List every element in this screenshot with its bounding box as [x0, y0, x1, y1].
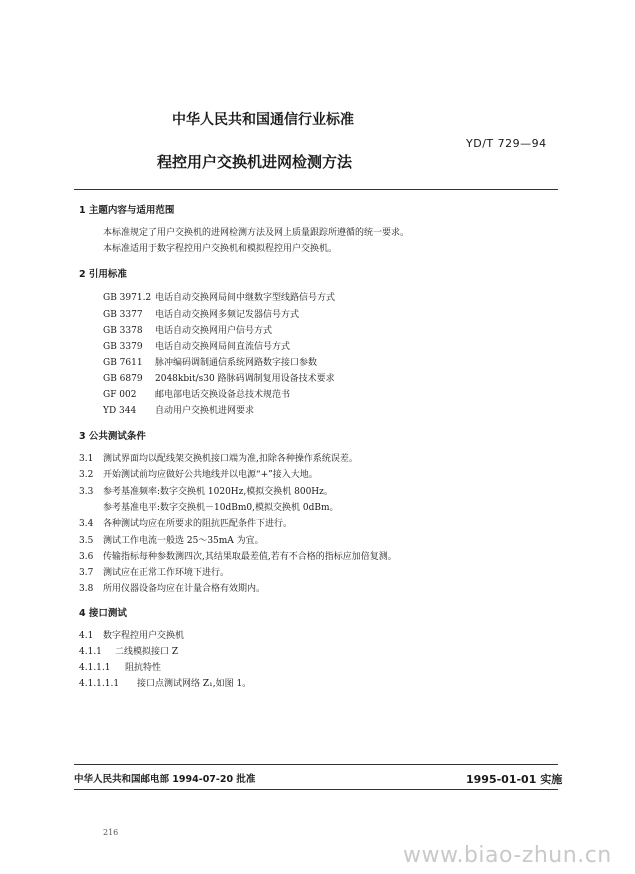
reference-item	[103, 371, 335, 384]
reference-item	[103, 355, 317, 368]
clause-item	[79, 565, 229, 578]
clause-text: 数字程控用户交换机	[103, 631, 185, 641]
reference-code: GB 3379	[103, 342, 143, 352]
reference-item	[103, 387, 290, 400]
clause-text: 参考基准频率:数字交换机 1020Hz,模拟交换机 800Hz。	[103, 487, 333, 497]
clause-text: 传输指标每种参数测四次,其结果取最差值,若有不合格的指标应加倍复测。	[103, 552, 397, 562]
clause-item	[79, 581, 265, 594]
watermark: www.biao-zhun.cn	[403, 843, 612, 868]
clause-item	[79, 516, 292, 529]
clause-text: 测试界面均以配线架交换机接口端为准,扣除各种操作系统误差。	[103, 454, 358, 464]
reference-title: 脉冲编码调制通信系统网路数字接口参数	[155, 358, 318, 368]
header-divider	[74, 189, 558, 190]
issuing-organization: 中华人民共和国通信行业标准	[172, 112, 354, 128]
clause-number: 3.5	[79, 536, 94, 546]
clause-item	[79, 451, 358, 464]
section-3-heading: 3 公共测试条件	[79, 431, 146, 442]
clause-text: 二线模拟接口 Z	[115, 647, 179, 657]
reference-code: GB 7611	[103, 358, 143, 368]
clause-item	[79, 628, 184, 641]
clause-number: 3.4	[79, 519, 94, 529]
reference-item	[103, 323, 272, 336]
section-2-heading: 2 引用标准	[79, 269, 127, 280]
approval-statement: 中华人民共和国邮电部 1994-07-20 批准	[74, 774, 256, 785]
reference-title: 2048kbit/s30 路脉码调制复用设备技术要求	[155, 374, 335, 384]
document-title: 程控用户交换机进网检测方法	[157, 153, 353, 171]
clause-number: 3.7	[79, 568, 94, 578]
footer-bottom-divider	[74, 789, 558, 790]
clause-item	[79, 467, 318, 480]
reference-item	[103, 403, 254, 416]
clause-number: 3.1	[79, 454, 94, 464]
reference-item	[103, 290, 335, 303]
reference-title: 邮电部电话交换设备总技术规范书	[155, 390, 291, 400]
reference-item	[103, 339, 290, 352]
clause-item	[79, 644, 178, 657]
reference-title: 电话自动交换网局间直流信号方式	[155, 342, 291, 352]
clause-number: 3.6	[79, 552, 94, 562]
reference-title: 电话自动交换网多频记发器信号方式	[155, 310, 300, 320]
clause-number: 3.8	[79, 584, 94, 594]
section-1-paragraph-1: 本标准规定了用户交换机的进网检测方法及网上质量跟踪所遵循的统一要求。	[103, 228, 410, 238]
clause-item	[79, 549, 397, 562]
standard-code: YD/T 729—94	[466, 137, 547, 150]
clause-text: 所用仪器设备均应在计量合格有效期内。	[103, 584, 266, 594]
clause-text: 开始测试前均应做好公共地线并以电源“+”接入大地。	[103, 470, 318, 480]
clause-item	[79, 660, 161, 673]
footer-divider	[74, 764, 558, 765]
clause-text: 测试应在正常工作环境下进行。	[103, 568, 230, 578]
clause-number: 3.2	[79, 470, 94, 480]
reference-code: GB 3971.2	[103, 293, 152, 303]
clause-item	[79, 676, 251, 689]
clause-item	[79, 484, 333, 497]
section-1-heading: 1 主题内容与适用范围	[79, 205, 175, 216]
reference-code: GB 6879	[103, 374, 143, 384]
reference-code: GF 002	[103, 390, 137, 400]
clause-number: 4.1.1.1	[79, 663, 111, 673]
clause-text: 接口点测试网络 Z₁,如图 1。	[137, 679, 252, 689]
section-4-heading: 4 接口测试	[79, 608, 127, 619]
reference-code: YD 344	[103, 406, 137, 416]
clause-text: 测试工作电流一般选 25～35mA 为宜。	[103, 536, 264, 546]
page-number: 216	[103, 828, 119, 837]
clause-text: 各种测试均应在所要求的阻抗匹配条件下进行。	[103, 519, 293, 529]
reference-code: GB 3377	[103, 310, 143, 320]
reference-title: 电话自动交换网用户信号方式	[155, 326, 273, 336]
reference-code: GB 3378	[103, 326, 143, 336]
clause-item	[79, 533, 264, 546]
clause-item	[79, 500, 338, 513]
clause-number: 4.1.1.1.1	[79, 679, 120, 689]
effective-date: 1995-01-01 实施	[466, 773, 563, 786]
section-1-paragraph-2: 本标准适用于数字程控用户交换机和模拟程控用户交换机。	[103, 244, 338, 254]
reference-title: 电话自动交换网局间中继数字型线路信号方式	[155, 293, 336, 303]
clause-number: 4.1	[79, 631, 94, 641]
reference-title: 自动用户交换机进网要求	[155, 406, 255, 416]
reference-item	[103, 307, 299, 320]
clause-number: 4.1.1	[79, 647, 102, 657]
clause-text: 阻抗特性	[125, 663, 162, 673]
clause-number: 3.3	[79, 487, 94, 497]
clause-text: 参考基准电平:数字交换机－10dBm0,模拟交换机 0dBm。	[103, 503, 339, 513]
